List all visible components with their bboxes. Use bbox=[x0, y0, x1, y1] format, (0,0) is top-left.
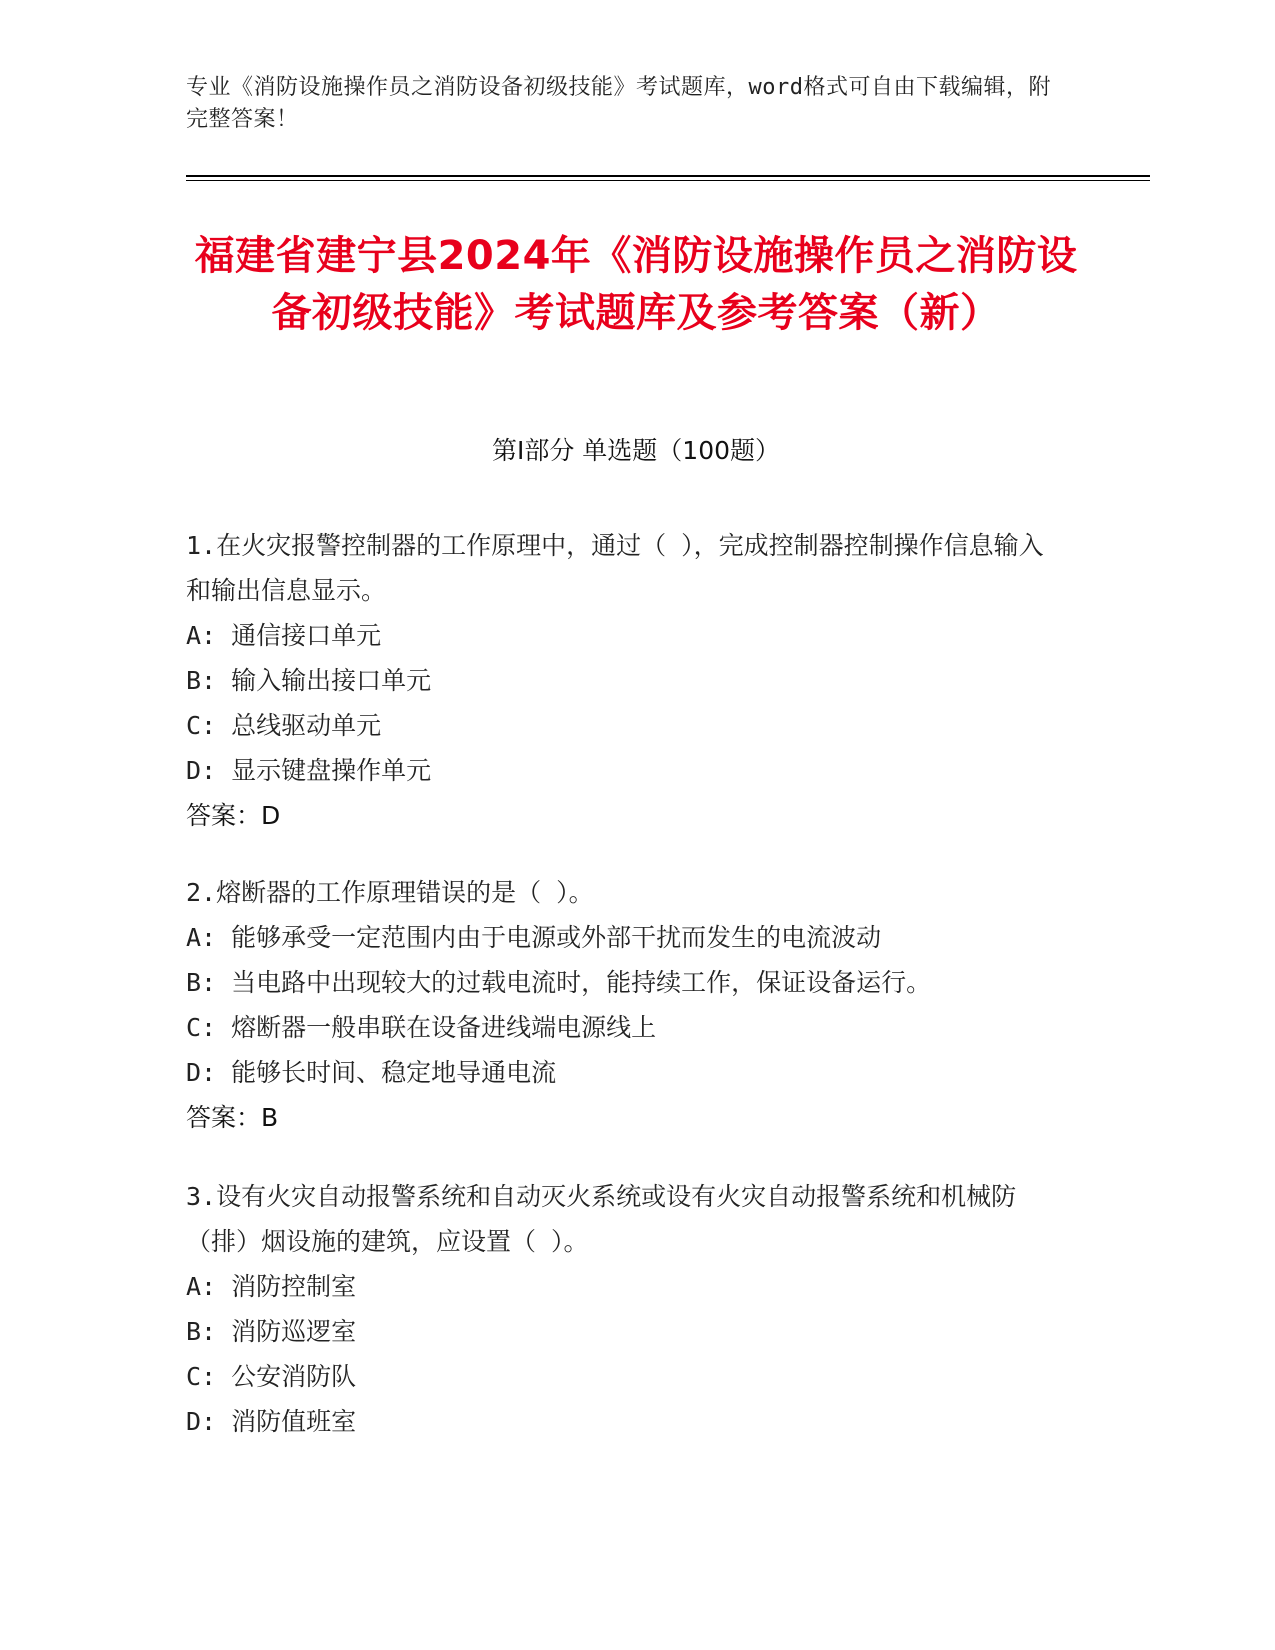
option-b: B: 当电路中出现较大的过载电流时，能持续工作，保证设备运行。 bbox=[186, 968, 932, 997]
question-stem: 3.设有火灾自动报警系统和自动灭火系统或设有火灾自动报警系统和机械防（排）烟设施的建筑，应设置（ ）。 bbox=[186, 1182, 1017, 1256]
option-a: A: 消防控制室 bbox=[186, 1272, 357, 1301]
question-stem: 1.在火灾报警控制器的工作原理中，通过（ ），完成控制器控制操作信息输入和输出信息显示。 bbox=[186, 531, 1044, 605]
option-d: D: 显示键盘操作单元 bbox=[186, 756, 432, 785]
answer: 答案：B bbox=[186, 1103, 279, 1132]
option-c: C: 总线驱动单元 bbox=[186, 711, 382, 740]
question-stem: 2.熔断器的工作原理错误的是（ ）。 bbox=[186, 878, 594, 907]
option-d: D: 消防值班室 bbox=[186, 1407, 357, 1436]
option-d: D: 能够长时间、稳定地导通电流 bbox=[186, 1058, 557, 1087]
header-rule-thick bbox=[186, 175, 1150, 177]
option-c: C: 熔断器一般串联在设备进线端电源线上 bbox=[186, 1013, 657, 1042]
question-2 bbox=[186, 870, 1066, 1140]
header-rule-thin bbox=[186, 180, 1150, 181]
option-a: A: 能够承受一定范围内由于电源或外部干扰而发生的电流波动 bbox=[186, 923, 882, 952]
option-b: B: 消防巡逻室 bbox=[186, 1317, 357, 1346]
answer: 答案：D bbox=[186, 801, 281, 830]
option-a: A: 通信接口单元 bbox=[186, 621, 382, 650]
section-heading: 第Ⅰ部分 单选题（100题） bbox=[491, 436, 781, 465]
document-title: 福建省建宁县2024年《消防设施操作员之消防设备初级技能》考试题库及参考答案（新） bbox=[194, 233, 1078, 336]
option-c: C: 公安消防队 bbox=[186, 1362, 357, 1391]
header-note: 专业《消防设施操作员之消防设备初级技能》考试题库，word格式可自由下载编辑，附完整答案！ bbox=[186, 75, 1051, 132]
question-1 bbox=[186, 523, 1066, 838]
question-3 bbox=[186, 1174, 1066, 1444]
option-b: B: 输入输出接口单元 bbox=[186, 666, 432, 695]
